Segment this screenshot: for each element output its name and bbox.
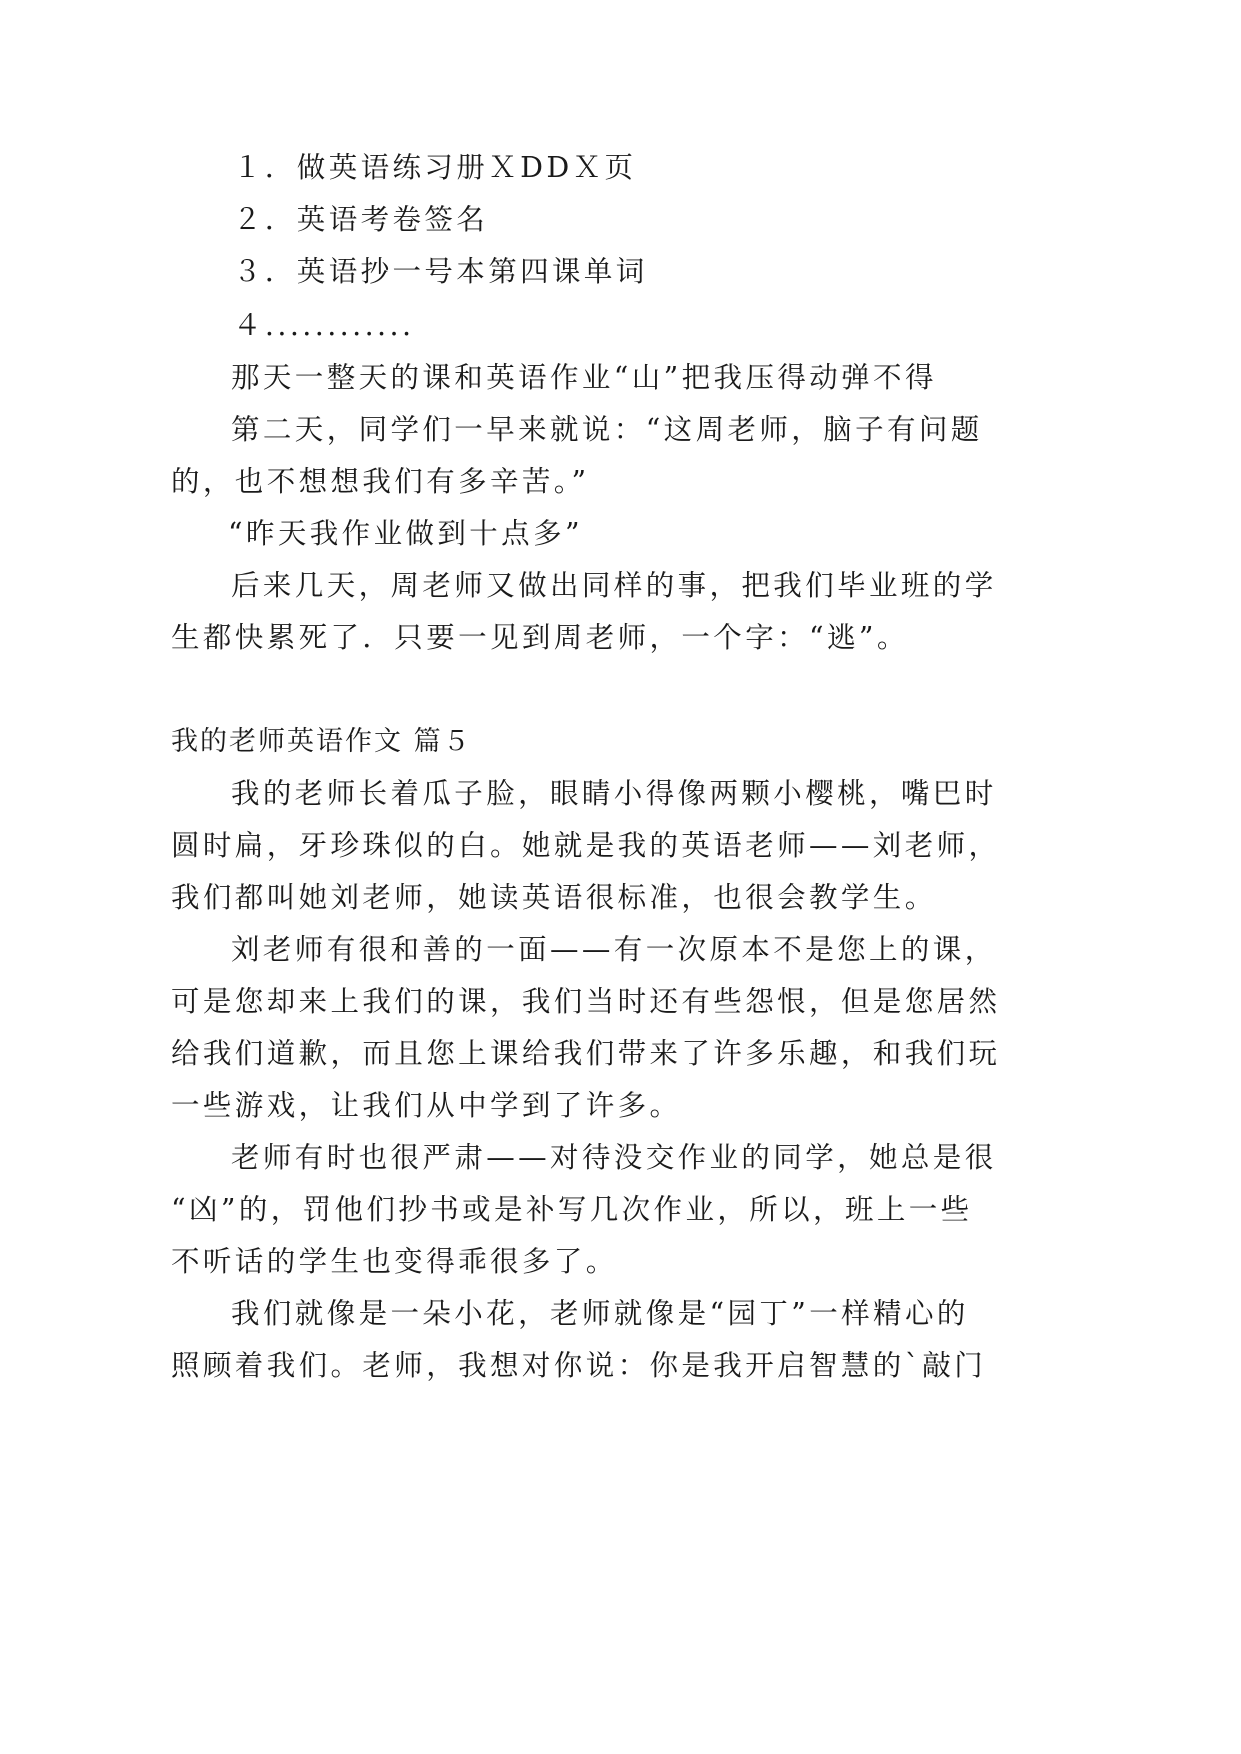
paragraph-line: 后来几天，周老师又做出同样的事，把我们毕业班的学 — [231, 569, 997, 602]
essay-line: 一些游戏，让我们从中学到了许多。 — [171, 1089, 682, 1122]
essay-line: 我的老师长着瓜子脸，眼睛小得像两颗小樱桃，嘴巴时 — [231, 777, 997, 810]
list-item-1: １．做英语练习册ＸDDＸ页 — [233, 151, 637, 184]
list-item-3: ３．英语抄一号本第四课单词 — [233, 255, 648, 288]
essay-line: 照顾着我们。老师，我想对你说：你是我开启智慧的`敲门 — [171, 1349, 987, 1382]
list-item-4: ４............ — [233, 309, 415, 342]
essay-line: 我们就像是一朵小花，老师就像是“园丁”一样精心的 — [231, 1297, 969, 1330]
essay-line: 刘老师有很和善的一面——有一次原本不是您上的课， — [231, 933, 997, 966]
paragraph-line: 那天一整天的课和英语作业“山”把我压得动弹不得 — [231, 361, 937, 394]
essay-line: 老师有时也很严肃——对待没交作业的同学，她总是很 — [231, 1141, 997, 1174]
essay-line: 不听话的学生也变得乖很多了。 — [171, 1245, 618, 1278]
paragraph-line: “昨天我作业做到十点多” — [228, 517, 583, 550]
essay-line: “凶”的，罚他们抄书或是补写几次作业，所以，班上一些 — [171, 1193, 973, 1226]
paragraph-line: 第二天，同学们一早来就说：“这周老师，脑子有问题 — [231, 413, 983, 446]
paragraph-line: 的，也不想想我们有多辛苦。” — [171, 465, 590, 498]
essay-line: 可是您却来上我们的课，我们当时还有些怨恨，但是您居然 — [171, 985, 1001, 1018]
essay-line: 给我们道歉，而且您上课给我们带来了许多乐趣，和我们玩 — [171, 1037, 1001, 1070]
list-item-2: ２．英语考卷签名 — [233, 203, 489, 236]
essay-line: 我们都叫她刘老师，她读英语很标准，也很会教学生。 — [171, 881, 937, 914]
paragraph-line: 生都快累死了．只要一见到周老师，一个字：“逃”。 — [171, 621, 909, 654]
section-heading: 我的老师英语作文 篇５ — [171, 726, 472, 757]
essay-line: 圆时扁，牙珍珠似的白。她就是我的英语老师——刘老师， — [171, 829, 1001, 862]
